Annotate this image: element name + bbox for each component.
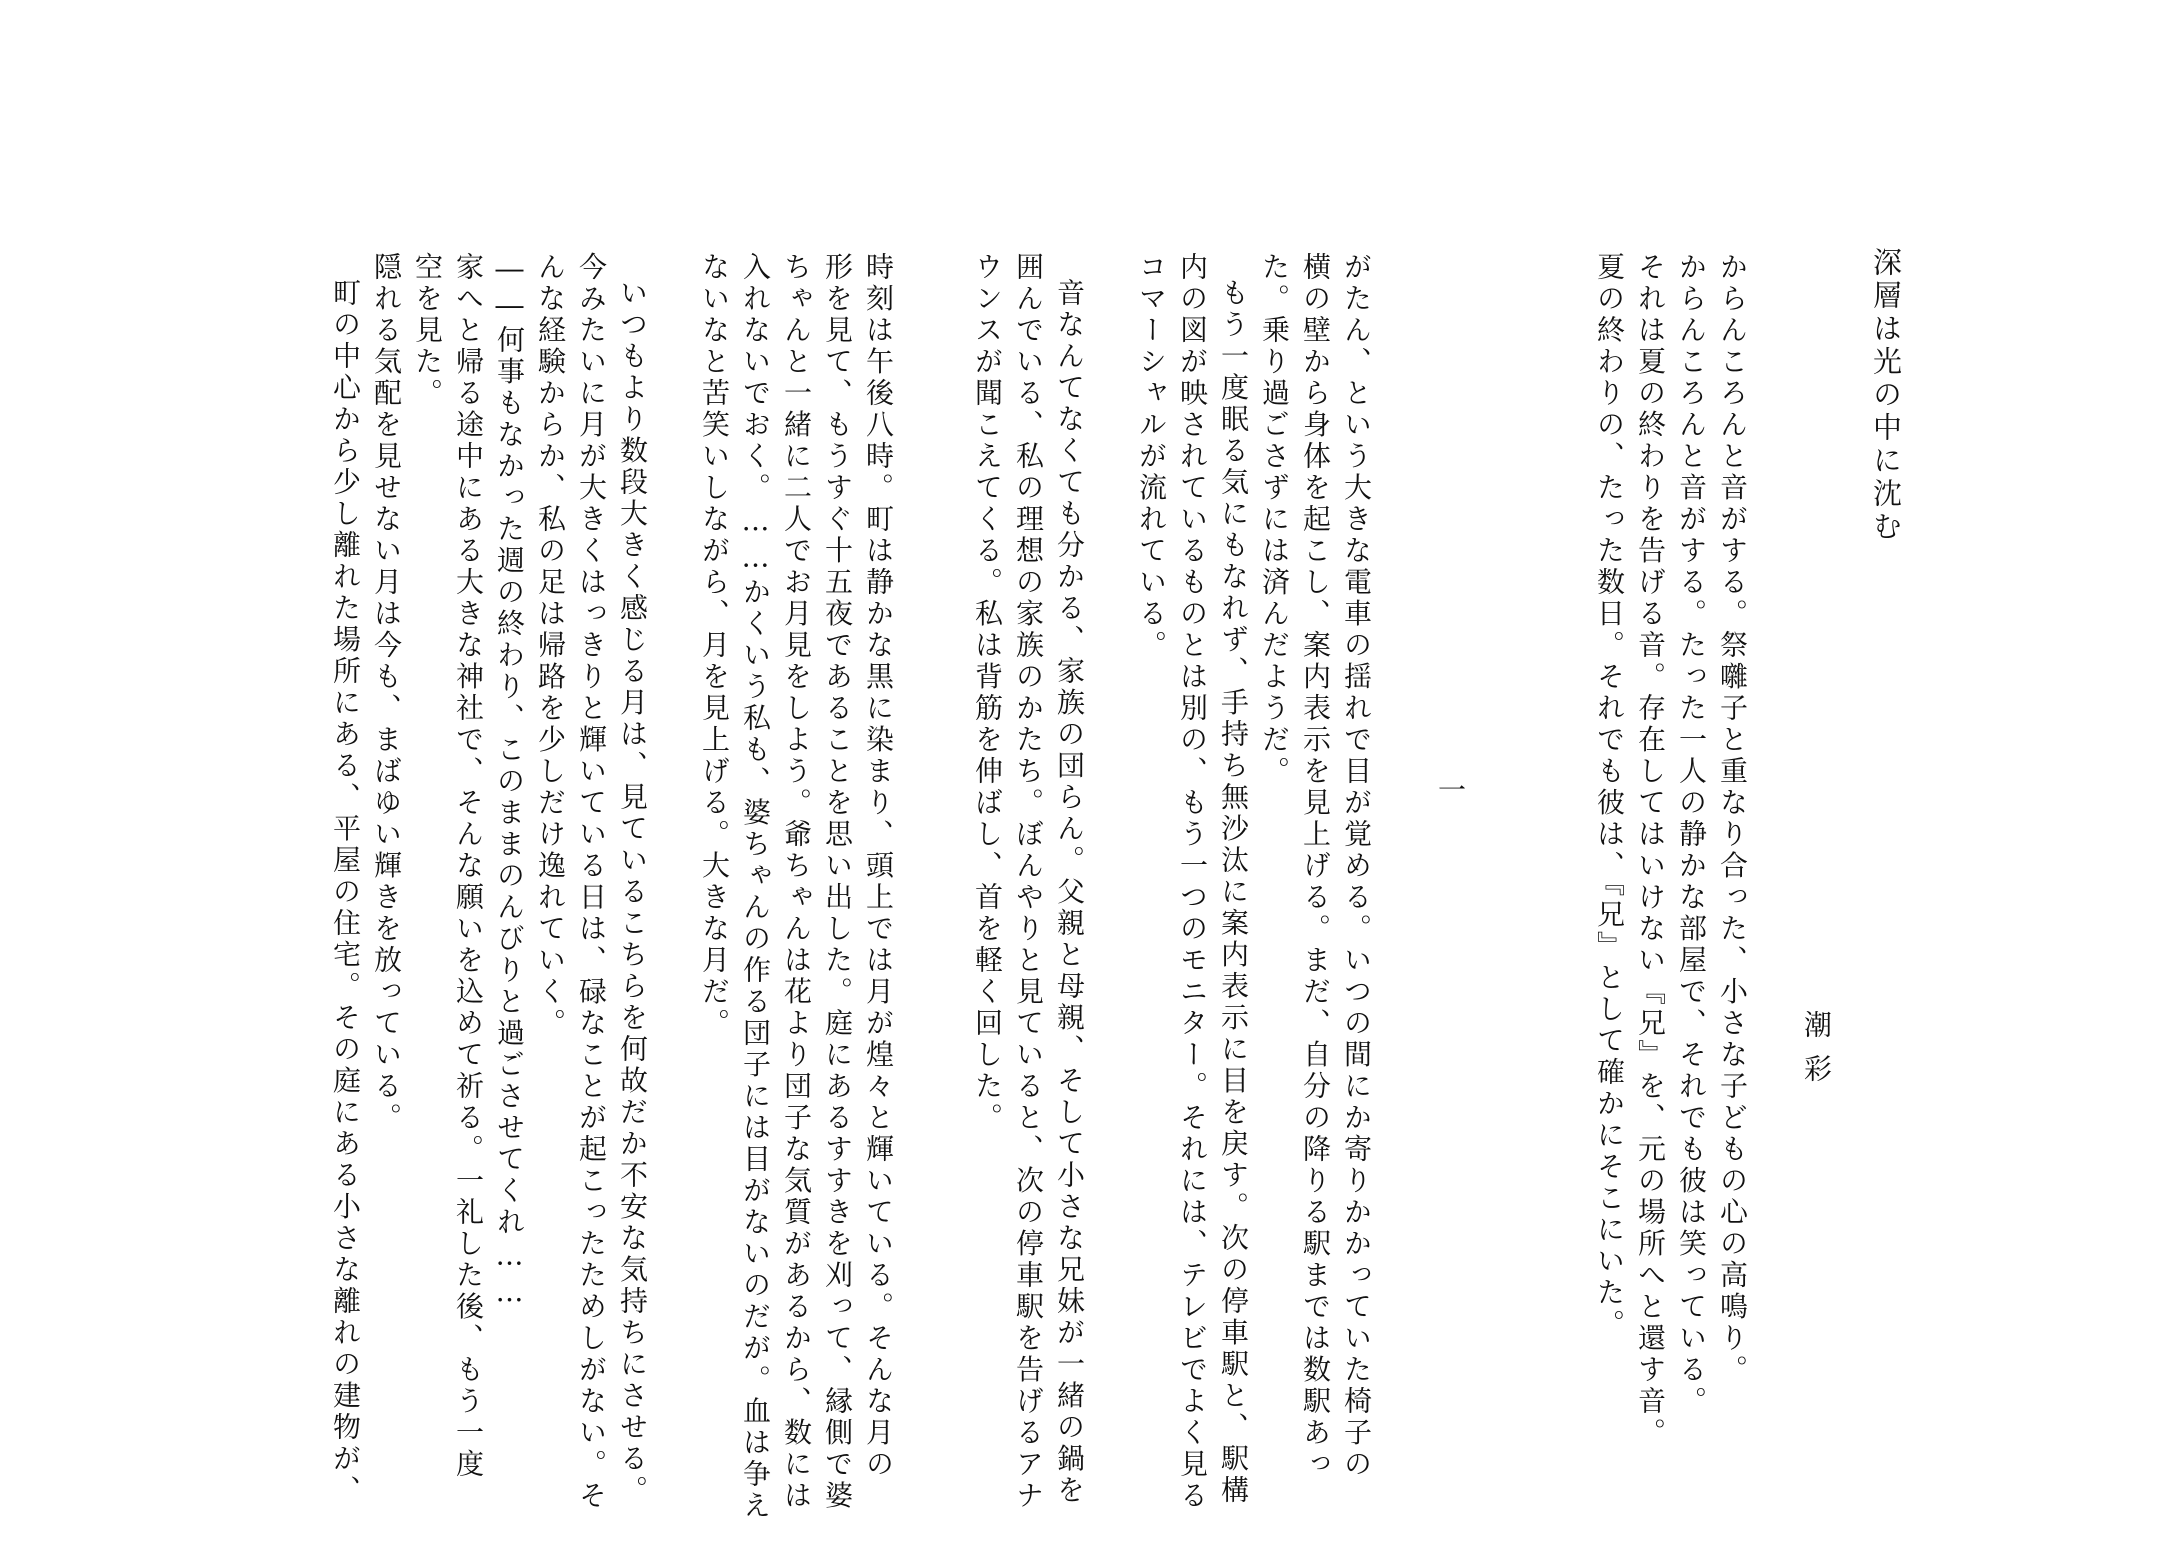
body-line: ないなと苦笑いしながら、月を見上げる。大きな月だ。 <box>698 252 731 1040</box>
body-line: ちゃんと一緒に二人でお月見をしよう。爺ちゃんは花より団子な気質があるから、数には <box>780 252 813 1512</box>
body-line: 家へと帰る途中にある大きな神社で、そんな願いを込めて祈る。一礼した後、もう一度 <box>452 252 485 1481</box>
body-line: 空を見た。 <box>411 252 444 410</box>
body-line: ――何事もなかった週の終わり、このままのんびりと過ごさせてくれ…… <box>493 252 526 1312</box>
body-line: た。乗り過ごさずには済んだようだ。 <box>1258 252 1291 788</box>
body-line: 時刻は午後八時。町は静かな黒に染まり、頭上では月が煌々と輝いている。そんな月の <box>862 252 895 1481</box>
body-line: 隠れる気配を見せない月は今も、まばゆい輝きを放っている。 <box>370 252 403 1134</box>
body-line: コマーシャルが流れている。 <box>1135 252 1168 662</box>
body-line: んな経験からか、私の足は帰路を少しだけ逸れていく。 <box>534 252 567 1040</box>
body-line: 横の壁から身体を起こし、案内表示を見上げる。まだ、自分の降りる駅までは数駅あっ <box>1299 252 1332 1481</box>
prologue-line: からんころんと音がする。祭囃子と重なり合った、小さな子どもの心の高鳴り。 <box>1716 252 1749 1386</box>
body-line: がたん、という大きな電車の揺れで目が覚める。いつの間にか寄りかかっていた椅子の <box>1340 252 1373 1481</box>
prologue-line: からんころんと音がする。たった一人の静かな部屋で、それでも彼は笑っている。 <box>1675 252 1708 1418</box>
body-line: 囲んでいる、私の理想の家族のかたち。ぼんやりと見ていると、次の停車駅を告げるアナ <box>1012 252 1045 1512</box>
chapter-number: 一 <box>1434 775 1467 807</box>
prologue-line: それは夏の終わりを告げる音。存在してはいけない『兄』を、元の場所へと還す音。 <box>1634 252 1667 1449</box>
body-line: 音なんてなくても分かる、家族の団らん。父親と母親、そして小さな兄妹が一緒の鍋を <box>1053 278 1086 1507</box>
body-line: 形を見て、もうすぐ十五夜であることを思い出した。庭にあるすすきを刈って、縁側で婆 <box>821 252 854 1512</box>
body-line: 町の中心から少し離れた場所にある、平屋の住宅。その庭にある小さな離れの建物が、 <box>329 278 362 1507</box>
story-title: 深層は光の中に沈む <box>1869 247 1903 544</box>
body-line: 内の図が映されているものとは別の、もう一つのモニター。それには、テレビでよく見る <box>1176 252 1209 1512</box>
author-name: 潮彩 <box>1800 1010 1833 1098</box>
body-line: 入れないでおく。……かくいう私も、婆ちゃんの作る団子には目がないのだが。血は争え <box>739 252 772 1522</box>
body-line: ウンスが聞こえてくる。私は背筋を伸ばし、首を軽く回した。 <box>971 252 1004 1134</box>
prologue-line: 夏の終わりの、たった数日。それでも彼は、『兄』として確かにそこにいた。 <box>1593 252 1626 1341</box>
body-line: 今みたいに月が大きくはっきりと輝いている日は、碌なことが起こったためしがない。そ <box>575 252 608 1512</box>
body-line: いつもより数段大きく感じる月は、見ているこちらを何故だか不安な気持ちにさせる。 <box>616 278 649 1507</box>
body-line: もう一度眠る気にもなれず、手持ち無沙汰に案内表示に目を戻す。次の停車駅と、駅構 <box>1217 278 1250 1507</box>
